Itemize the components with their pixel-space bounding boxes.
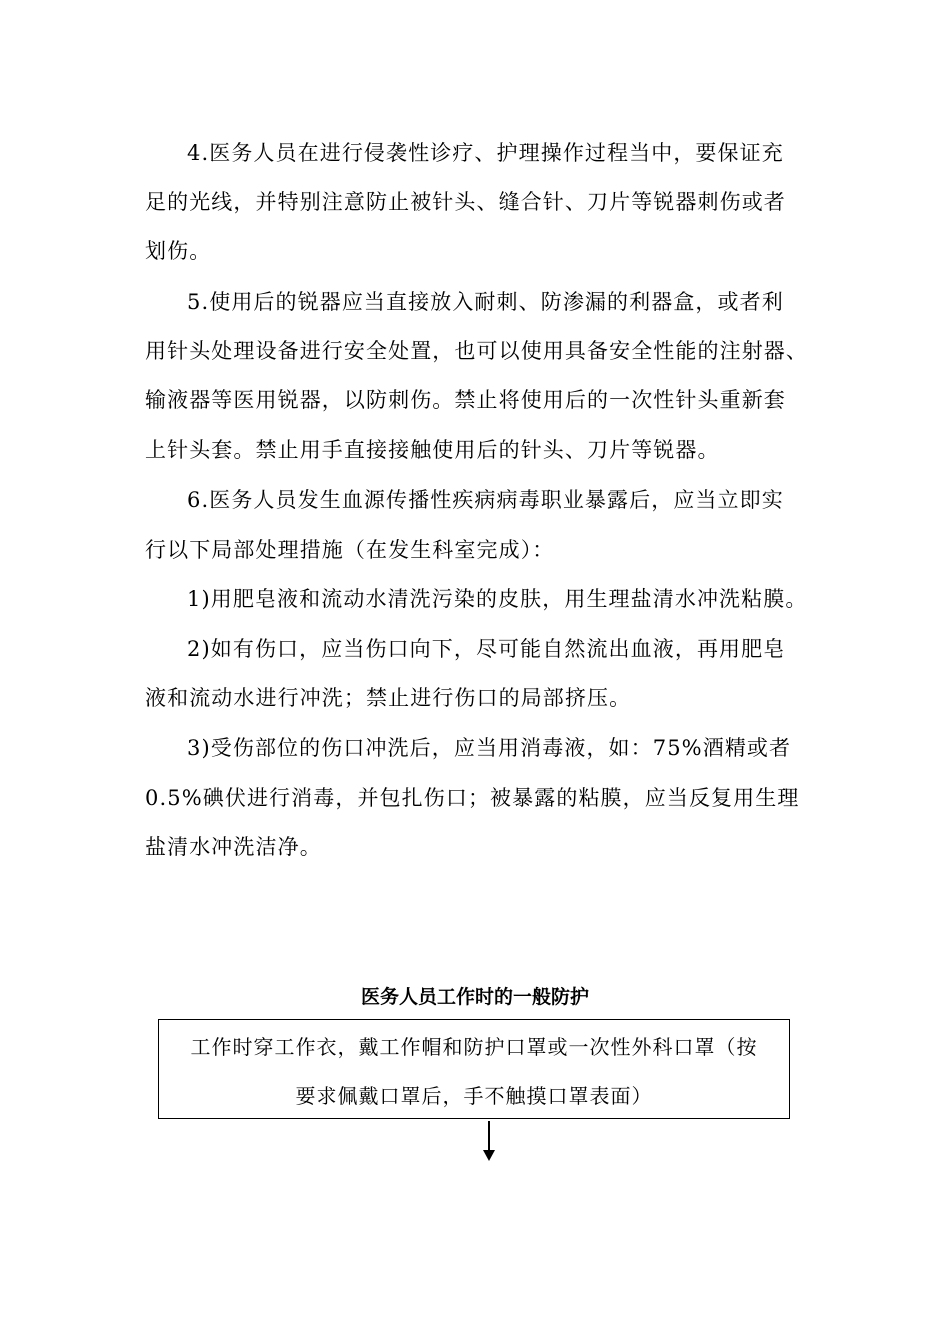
paragraph-4-line-1: 4.医务人员在进行侵袭性诊疗、护理操作过程当中，要保证充 — [187, 141, 784, 165]
flowchart-box-line-2: 要求佩戴口罩后，手不触摸口罩表面） — [295, 1084, 653, 1108]
paragraph-5-line-3: 输液器等医用锐器，以防刺伤。禁止将使用后的一次性针头重新套 — [145, 388, 786, 412]
paragraph-5-line-2: 用针头处理设备进行安全处置，也可以使用具备安全性能的注射器、 — [145, 339, 808, 363]
flowchart-box — [158, 1019, 790, 1119]
paragraph-6-line-1: 6.医务人员发生血源传播性疾病病毒职业暴露后，应当立即实 — [187, 488, 784, 512]
arrow-down-icon — [483, 1150, 495, 1161]
paragraph-6-line-2: 行以下局部处理措施（在发生科室完成）： — [145, 538, 555, 562]
flowchart-arrow-shaft — [488, 1121, 490, 1151]
sub-item-3-line-3: 盐清水冲洗洁净。 — [145, 835, 322, 859]
paragraph-4-line-2: 足的光线，并特别注意防止被针头、缝合针、刀片等锐器刺伤或者 — [145, 190, 786, 214]
sub-item-3-line-1: 3)受伤部位的伤口冲洗后，应当用消毒液，如：75%酒精或者 — [187, 736, 792, 760]
sub-item-2-line-2: 液和流动水进行冲洗；禁止进行伤口的局部挤压。 — [145, 686, 632, 710]
flowchart-box-line-1: 工作时穿工作衣，戴工作帽和防护口罩或一次性外科口罩（按 — [190, 1035, 758, 1059]
sub-item-2-line-1: 2)如有伤口，应当伤口向下，尽可能自然流出血液，再用肥皂 — [187, 637, 786, 661]
flowchart-title: 医务人员工作时的一般防护 — [360, 986, 589, 1008]
sub-item-3-line-2: 0.5%碘伏进行消毒，并包扎伤口；被暴露的粘膜，应当反复用生理 — [145, 786, 800, 810]
paragraph-5-line-1: 5.使用后的锐器应当直接放入耐刺、防渗漏的利器盒，或者利 — [187, 290, 784, 314]
paragraph-4-line-3: 划伤。 — [145, 239, 212, 263]
sub-item-1-line-1: 1)用肥皂液和流动水清洗污染的皮肤，用生理盐清水冲洗粘膜。 — [187, 587, 808, 611]
paragraph-5-line-4: 上针头套。禁止用手直接接触使用后的针头、刀片等锐器。 — [145, 438, 720, 462]
